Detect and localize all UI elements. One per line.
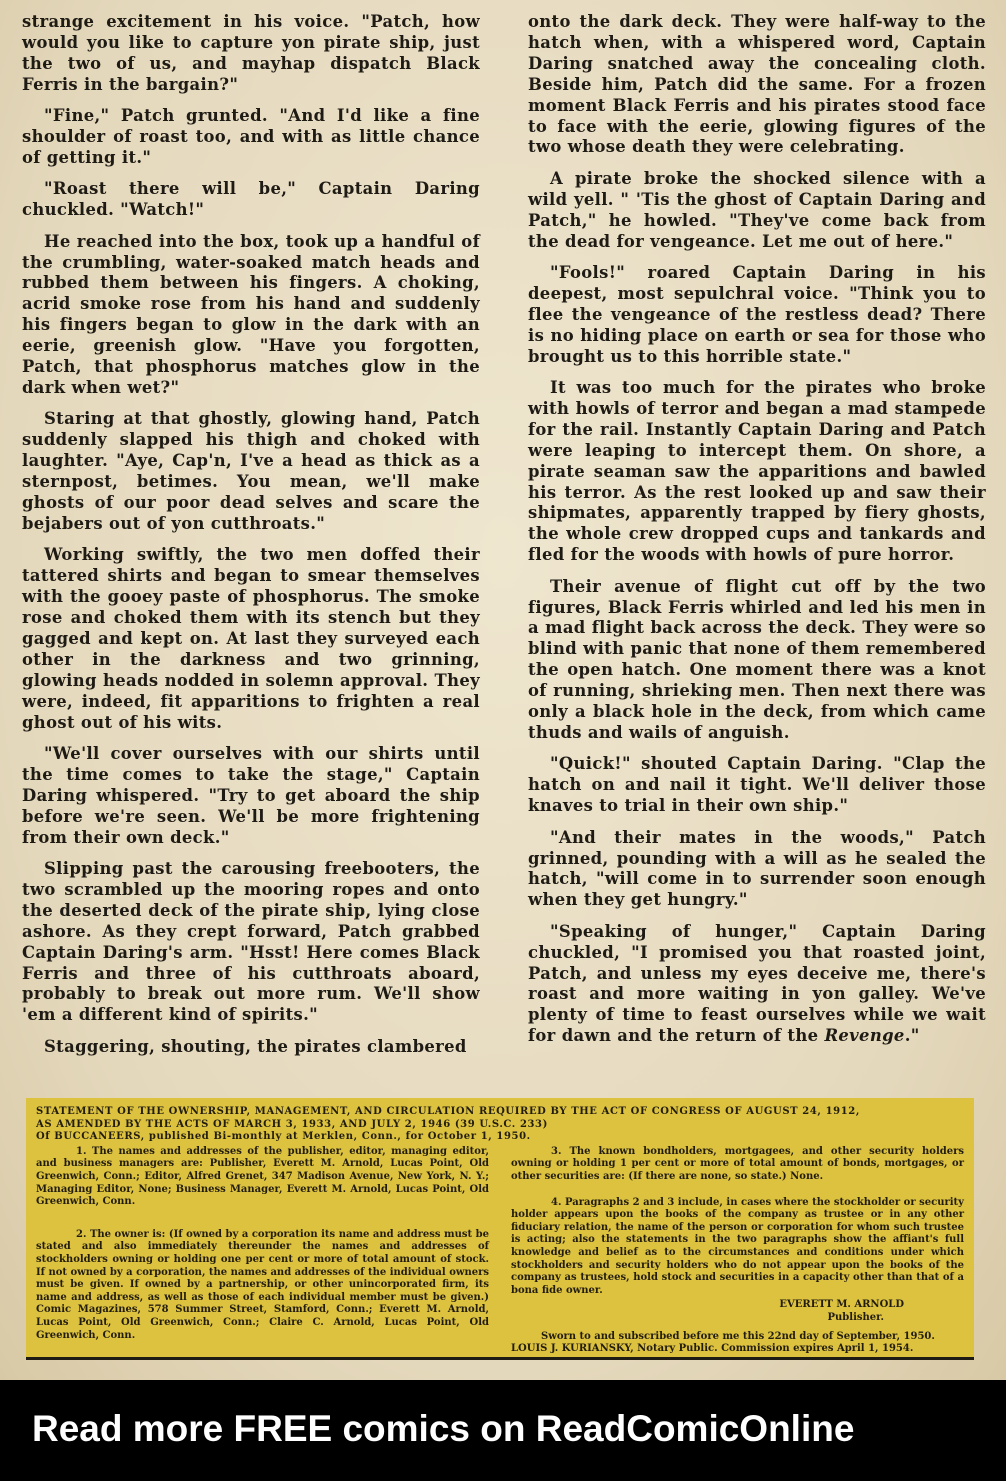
story-paragraph: onto the dark deck. They were half-way to the hatch when, with a whispered word, Captain Daring snatched away the concealing cloth. Beside him, Patch did the same. For a frozen moment Black Ferris and his pirates stood face to face with the eerie, glowing figures of the two whose death they were celebrating. — [528, 12, 986, 157]
story-paragraph: Staggering, shouting, the pirates clambered — [44, 1036, 467, 1056]
final-text: "Speaking of hunger," Captain Daring chuckled, "I promised you that roasted joint, Patch, and unless my eyes deceive me, there's roast and more waiting in yon galley. We've plenty of time to feast ourselves while we wait for dawn and the return of the — [528, 921, 986, 1046]
statement-heading-3: Of BUCCANEERS, published Bi-monthly at Merklen, Conn., for October 1, 1950. — [36, 1131, 531, 1143]
story-paragraph: Slipping past the carousing freebooters, the two scrambled up the mooring ropes and onto the deserted deck of the pirate ship, lying close ashore. As they crept forward, Patch grabbed Captain Daring's arm. "Hsst! Here comes Black Ferris and three of his cutthroats aboard, probably to break out more rum. We'll show 'em a different kind of spirits." — [22, 859, 480, 1025]
story-paragraph: Staring at that ghostly, glowing hand, Patch suddenly slapped his thigh and choked with laughter. "Aye, Cap'n, I've a head as thick as a sternpost, betimes. You mean, we'll make ghosts of our poor dead selves and scare the bejabers out of yon cutthroats." — [22, 409, 480, 533]
story-right-column — [528, 12, 986, 1058]
signer-name: EVERETT M. ARNOLD — [779, 1299, 904, 1311]
story-paragraph: "We'll cover ourselves with our shirts until the time comes to take the stage," Captain Daring whispered. "Try to get aboard the ship before we're seen. We'll be more frightening from their own deck." — [22, 744, 480, 847]
story-paragraph: Working swiftly, the two men doffed their tattered shirts and began to smear themselves with the gooey paste of phosphorus. The smoke rose and choked them with its stench but they gagged and kept on. At last they surveyed each other in the darkness and two grinning, glowing heads nodded in solemn approval. They were, indeed, fit apparitions to frighten a real ghost out of his wits. — [22, 545, 480, 732]
ship-name: Revenge — [824, 1026, 905, 1046]
story-paragraph: "Roast there will be," Captain Daring chuckled. "Watch!" — [22, 179, 480, 220]
story-paragraph: "Fine," Patch grunted. "And I'd like a fine shoulder of roast too, and with as little chance of getting it." — [22, 106, 480, 167]
story-paragraph: A pirate broke the shocked silence with a wild yell. " 'Tis the ghost of Captain Daring and Patch," he howled. "They've come back from the dead for vengeance. Let me out of here." — [528, 168, 986, 251]
signer-title: Publisher. — [827, 1311, 884, 1323]
statement-left — [36, 1146, 489, 1356]
promo-text[interactable]: Read more FREE comics on ReadComicOnline — [32, 1408, 855, 1449]
sworn-line: Sworn to and subscribed before me this 22nd day of September, 1950. — [541, 1330, 935, 1342]
final-end: ." — [904, 1026, 920, 1046]
statement-heading-2: AS AMENDED BY THE ACTS OF MARCH 3, 1933, AND JULY 2, 1946 (39 U.S.C. 233) — [36, 1118, 548, 1130]
story-paragraph: strange excitement in his voice. "Patch, how would you like to capture yon pirate ship, just the two of us, and mayhap dispatch Black Ferris in the bargain?" — [22, 12, 480, 94]
story-left-column — [22, 12, 480, 1068]
notary-line: LOUIS J. KURIANSKY, Notary Public. Commission expires April 1, 1954. — [511, 1343, 914, 1355]
story-paragraph: Their avenue of flight cut off by the two figures, Black Ferris whirled and led his men in a mad flight back across the deck. They were so blind with panic that none of them remembered the open hatch. One moment there was a knot of running, shrieking men. Then next there was only a black hole in the deck, from which came thuds and wails of anguish. — [528, 576, 986, 742]
story-final-paragraph — [528, 922, 986, 1047]
statement-heading-1: STATEMENT OF THE OWNERSHIP, MANAGEMENT, AND CIRCULATION REQUIRED BY THE ACT OF CONGRESS OF AUGUST 24, 1912, — [36, 1106, 860, 1117]
story-paragraph: He reached into the box, took up a handful of the crumbling, water-soaked match heads and rubbed them between his fingers. A choking, acrid smoke rose from his hand and suddenly his fingers began to glow in the dark with an eerie, greenish glow. "Have you forgotten, Patch, that phosphorus matches glow in the dark when wet?" — [22, 231, 480, 397]
statement-item-2: 2. The owner is: (If owned by a corporation its name and address must be stated and also immediately thereunder the names and addresses of stockholders owning or holding one per cent or more of total amount of stock. If not owned by a corporation, the names and addresses of the individual owners must be given. If owned by a partnership, or other unincorporated firm, its name and address, as well as those of each individual member must be given.) Comic Magazines, 578 Summer Street, Stamford, Conn.; Everett M. Arnold, Lucas Point, Old Greenwich, Conn.; Claire C. Arnold, Lucas Point, Old Greenwich, Conn. — [36, 1228, 489, 1341]
story-paragraph: "Fools!" roared Captain Daring in his deepest, most sepulchral voice. "Think you to flee the vengeance of the restless dead? There is no hiding place on earth or sea for those who brought us to this horrible state." — [528, 262, 986, 366]
story-paragraph: "And their mates in the woods," Patch grinned, pounding with a will as he sealed the hatch, "will come in to surrender soon enough when they get hungry." — [528, 827, 986, 910]
statement-right — [511, 1146, 964, 1356]
statement-item-1: 1. The names and addresses of the publisher, editor, managing editor, and business managers are: Publisher, Everett M. Arnold, Lucas Point, Old Greenwich, Conn.; Editor, Alfred Grenet, 347 Madison Avenue, New York, N. Y.; Managing Editor, None; Business Manager, Everett M. Arnold, Lucas Point, Old Greenwich, Conn. — [36, 1145, 489, 1208]
ownership-statement-box — [26, 1098, 974, 1360]
statement-item-3: 3. The known bondholders, mortgagees, and other security holders owning or holding 1 per cent or more of total amount of bonds, mortgages, or other securities are: (If there are none, so state.) None. — [511, 1145, 964, 1182]
promo-banner[interactable] — [0, 1380, 1006, 1481]
statement-item-4: 4. Paragraphs 2 and 3 include, in cases where the stockholder or security holder appears upon the books of the company as trustee or in any other fiduciary relation, the name of the person or corporation for whom such trustee is acting; also the statements in the two paragraphs show the affiant's full knowledge and belief as to the circumstances and conditions under which stockholders and security holders who do not appear upon the books of the company as trustees, hold stock and securities in a capacity other than that of a bona fide owner. — [511, 1196, 964, 1296]
story-paragraph: "Quick!" shouted Captain Daring. "Clap the hatch on and nail it tight. We'll deliver those knaves to trial in their own ship." — [528, 754, 986, 816]
story-paragraph: It was too much for the pirates who broke with howls of terror and began a mad stampede for the rail. Instantly Captain Daring and Patch were leaping to intercept them. On shore, a pirate seaman saw the apparitions and bawled his terror. As the rest looked up and saw their shipmates, apparently trapped by fiery ghosts, the whole crew dropped cups and tankards and fled for the woods with howls of pure horror. — [528, 378, 986, 565]
